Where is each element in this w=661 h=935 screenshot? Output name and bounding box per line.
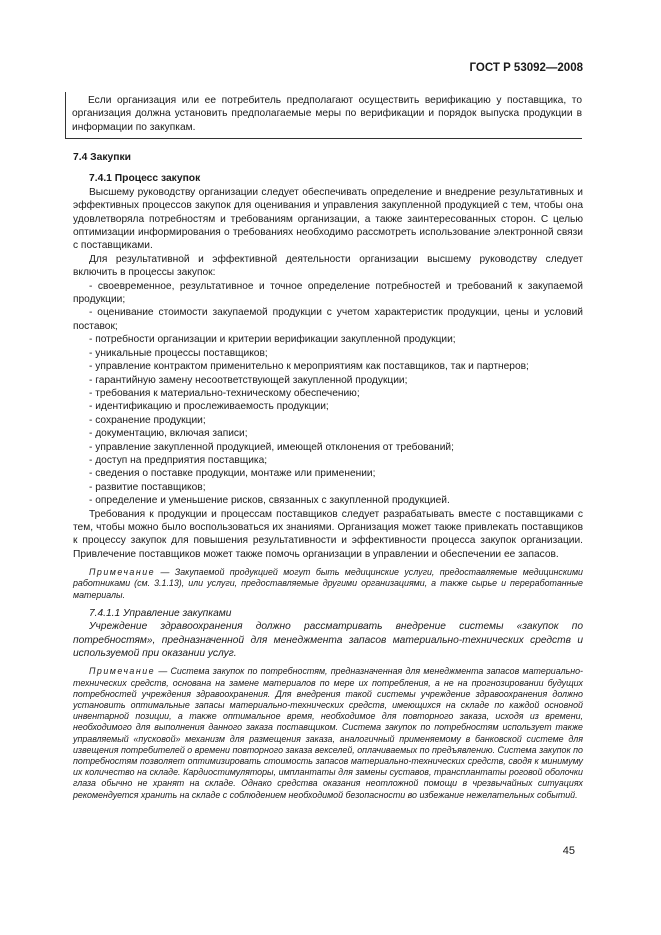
- note-text: — Закупаемой продукцией могут быть медицинские услуги, предоставляемые медицинскими работниками (см. 3.1.13), или услуги, предоставляемые другими организациями, а также сырье и переработанные материалы.: [73, 567, 583, 600]
- note-1: [73, 567, 583, 601]
- list-item: - уникальные процессы поставщиков;: [89, 347, 268, 359]
- list-item: - развитие поставщиков;: [89, 481, 206, 493]
- list-item: - идентификацию и прослеживаемость продукции;: [89, 401, 329, 413]
- note-2: [73, 666, 583, 800]
- main-content: [73, 151, 583, 801]
- boxed-paragraph-text: Если организация или ее потребитель предполагают осуществить верификацию у поставщика, то организация должна установить предполагаемые меры по верификации и порядок выпуска продукции в информации по закупкам.: [72, 95, 582, 133]
- page-number: 45: [562, 845, 575, 857]
- note-label: Примечание: [89, 666, 156, 677]
- list-item: - документацию, включая записи;: [89, 428, 248, 440]
- list-item: - своевременное, результативное и точное определение потребностей и требований к закупаемой продукции;: [73, 280, 583, 306]
- paragraph-2: Для результативной и эффективной деятельности организации высшему руководству следует включить в процессы закупок:: [73, 253, 583, 279]
- requirements-list: [73, 280, 583, 508]
- paragraph-1: Высшему руководству организации следует обеспечивать определение и внедрение результативных и эффективных процессов закупок для оценивания и управления закупленной продукцией с тем, чтобы она удовлетворяла потребностям и требованиям организации, а также заинтересованных сторон. С целью оптимизации информирования о требованиях необходимо рассмотреть использование электронной связи с поставщиками.: [73, 186, 583, 252]
- list-item: - потребности организации и критерии верификации закупленной продукции;: [89, 334, 456, 346]
- list-item: - доступ на предприятия поставщика;: [89, 454, 268, 466]
- section-title: 7.4 Закупки: [73, 152, 131, 163]
- note-label: Примечание: [89, 567, 156, 578]
- document-header: ГОСТ Р 53092—2008: [469, 62, 583, 74]
- boxed-paragraph: [65, 92, 582, 139]
- paragraph-4: Учреждение здравоохранения должно рассматривать внедрение системы «закупок по потребностям», предназначенной для менеджмента запасов материально-технических средств и используемой при оказании услуг.: [73, 621, 583, 660]
- list-item: - сведения о поставке продукции, монтаже или применении;: [89, 468, 376, 480]
- list-item: - требования к материально-техническому обеспечению;: [89, 387, 360, 399]
- list-item: - определение и уменьшение рисков, связанных с закупленной продукцией.: [89, 495, 450, 507]
- list-item: - гарантийную замену несоответствующей закупленной продукции;: [89, 374, 408, 386]
- list-item: - сохранение продукции;: [89, 414, 206, 426]
- sub-subsection-title: 7.4.1.1 Управление закупками: [89, 607, 232, 619]
- list-item: - оценивание стоимости закупаемой продукции с учетом характеристик продукции, цены и условий поставок;: [73, 307, 583, 332]
- note-text: — Система закупок по потребностям, предназначенная для менеджмента запасов материально-технических средств, основана на замене материалов по мере их потребления, а не на прогнозировании будущих потребностей учреждения здравоохранения. Для внедрения такой системы учреждение здравоохранения должно установить оптимальные запасы материально-технических средств, имеющихся на складе по каждой основной инвентарной позиции, а также оптимальное время, необходимое для повторного заказа, исходя из времени, необходимого для выполнения данного заказа поставщиком. Система закупок по потребностям использует также управляемый «пусковой» механизм для размещения заказа, аналогичный применяемому в банковской системе для извещения потребителей о времени повторного заказа векселей, оплачиваемых по предъявлению. Система закупок по потребностям позволяет оптимизировать стоимость запасов материально-технических средств, сводя к минимуму их количество на складе. Кардиостимуляторы, имплантаты для замены суставов, трансплантаты роговой оболочки глаза обычно не хранят на складе. Однако средства оказания неотложной помощи в чрезвычайных ситуациях рекомендуется хранить на складе с соблюдением необходимой безопасности во избежание нежелательных событий.: [73, 666, 583, 800]
- list-item: - управление закупленной продукцией, имеющей отклонения от требований;: [89, 441, 454, 453]
- list-item: - управление контрактом применительно к мероприятиям как поставщиков, так и партнеров;: [89, 361, 529, 373]
- paragraph-3: Требования к продукции и процессам поставщиков следует разрабатывать вместе с поставщиками с тем, чтобы можно было воспользоваться их знаниями. Организация может также привлекать поставщиков к процессу закупок для повышения результативности и эффективности процесса закупок организации. Привлечение поставщиков может также помочь организации в управлении и обеспечении ее запасов.: [73, 508, 583, 560]
- subsection-title: 7.4.1 Процесс закупок: [89, 173, 201, 185]
